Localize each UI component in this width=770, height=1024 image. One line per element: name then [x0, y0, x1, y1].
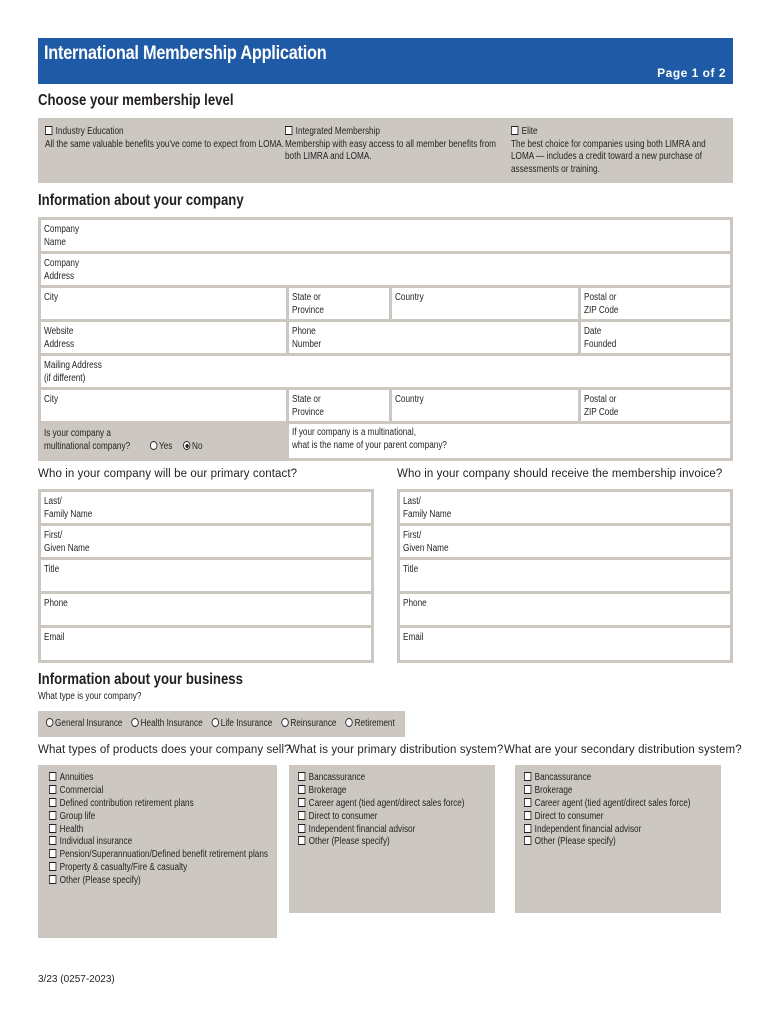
secondary-independent-advisor[interactable]: Independent financial advisor	[524, 824, 691, 837]
company-name-field[interactable]: Company Name	[41, 220, 730, 251]
product-property-casualty[interactable]: Property & casualty/Fire & casualty	[49, 862, 268, 875]
parent-company-field[interactable]: If your company is a multinational, what is the name of your parent company?	[289, 424, 730, 458]
secondary-distribution-list	[524, 772, 727, 849]
checkbox-integrated-membership[interactable]	[285, 126, 292, 135]
primary-career-agent[interactable]: Career agent (tied agent/direct sales force)	[298, 798, 465, 811]
membership-heading: Choose your membership level	[38, 92, 234, 109]
primary-bancassurance[interactable]: Bancassurance	[298, 772, 465, 785]
page-number: Page 1 of 2	[657, 66, 726, 80]
product-other[interactable]: Other (Please specify)	[49, 875, 268, 888]
phone-number-field[interactable]: Phone Number	[289, 322, 578, 353]
secondary-brokerage[interactable]: Brokerage	[524, 785, 691, 798]
primary-first-name-field[interactable]: First/ Given Name	[41, 526, 371, 557]
business-heading: Information about your business	[38, 671, 243, 688]
membership-option-elite[interactable]: Elite The best choice for companies using both LIMRA and LOMA — includes a credit toward a new purchase of assessments or training.	[511, 126, 706, 175]
primary-other[interactable]: Other (Please specify)	[298, 836, 465, 849]
form-code: 3/23 (0257-2023)	[38, 974, 115, 985]
mailing-country-field[interactable]: Country	[392, 390, 578, 421]
primary-email-field[interactable]: Email	[41, 628, 371, 660]
product-health[interactable]: Health	[49, 824, 268, 837]
primary-distribution-list	[298, 772, 501, 849]
multinational-question: Is your company a multinational company?	[44, 428, 131, 452]
secondary-direct-to-consumer[interactable]: Direct to consumer	[524, 811, 691, 824]
type-reinsurance[interactable]: Reinsurance	[281, 718, 336, 729]
type-general-insurance[interactable]: General Insurance	[46, 718, 122, 729]
product-defined-contribution[interactable]: Defined contribution retirement plans	[49, 798, 268, 811]
mailing-state-field[interactable]: State or Province	[289, 390, 389, 421]
primary-phone-field[interactable]: Phone	[41, 594, 371, 625]
company-heading: Information about your company	[38, 192, 244, 209]
primary-title-field[interactable]: Title	[41, 560, 371, 591]
invoice-title-field[interactable]: Title	[400, 560, 730, 591]
product-pension[interactable]: Pension/Superannuation/Defined benefit retirement plans	[49, 849, 268, 862]
company-type-options	[46, 718, 395, 731]
invoice-phone-field[interactable]: Phone	[400, 594, 730, 625]
primary-brokerage[interactable]: Brokerage	[298, 785, 465, 798]
form-title: International Membership Application	[44, 43, 327, 64]
secondary-distribution-question: What are your secondary distribution system?	[504, 744, 742, 756]
products-question: What types of products does your company sell?	[38, 744, 291, 756]
product-commercial[interactable]: Commercial	[49, 785, 268, 798]
products-list	[49, 772, 316, 888]
company-address-field[interactable]: Company Address	[41, 254, 730, 285]
type-retirement[interactable]: Retirement	[346, 718, 395, 729]
checkbox-elite[interactable]	[511, 126, 518, 135]
primary-distribution-question: What is your primary distribution system?	[289, 744, 504, 756]
radio-yes[interactable]	[150, 441, 157, 450]
primary-last-name-field[interactable]: Last/ Family Name	[41, 492, 371, 523]
secondary-career-agent[interactable]: Career agent (tied agent/direct sales force)	[524, 798, 691, 811]
company-type-question: What type is your company?	[38, 691, 142, 702]
date-founded-field[interactable]: Date Founded	[581, 322, 730, 353]
radio-no-selected[interactable]	[183, 441, 190, 450]
secondary-bancassurance[interactable]: Bancassurance	[524, 772, 691, 785]
product-annuities[interactable]: Annuities	[49, 772, 268, 785]
mailing-city-field[interactable]: City	[41, 390, 286, 421]
mailing-postal-field[interactable]: Postal or ZIP Code	[581, 390, 730, 421]
invoice-last-name-field[interactable]: Last/ Family Name	[400, 492, 730, 523]
primary-contact-question: Who in your company will be our primary contact?	[38, 468, 298, 480]
invoice-first-name-field[interactable]: First/ Given Name	[400, 526, 730, 557]
mailing-address-field[interactable]: Mailing Address (if different)	[41, 356, 730, 387]
postal-field[interactable]: Postal or ZIP Code	[581, 288, 730, 319]
invoice-email-field[interactable]: Email	[400, 628, 730, 660]
primary-independent-advisor[interactable]: Independent financial advisor	[298, 824, 465, 837]
type-life-insurance[interactable]: Life Insurance	[212, 718, 273, 729]
city-field[interactable]: City	[41, 288, 286, 319]
checkbox-industry-education[interactable]	[45, 126, 52, 135]
state-field[interactable]: State or Province	[289, 288, 389, 319]
product-group-life[interactable]: Group life	[49, 811, 268, 824]
membership-option-industry[interactable]: Industry Education All the same valuable benefits you've come to expect from LOMA.	[45, 126, 285, 150]
primary-direct-to-consumer[interactable]: Direct to consumer	[298, 811, 465, 824]
website-field[interactable]: Website Address	[41, 322, 286, 353]
type-health-insurance[interactable]: Health Insurance	[132, 718, 203, 729]
multinational-yes[interactable]: Yes	[150, 441, 172, 454]
product-individual-insurance[interactable]: Individual insurance	[49, 836, 268, 849]
secondary-other[interactable]: Other (Please specify)	[524, 836, 691, 849]
invoice-contact-question: Who in your company should receive the membership invoice?	[397, 468, 723, 480]
country-field[interactable]: Country	[392, 288, 578, 319]
membership-option-integrated[interactable]: Integrated Membership Membership with easy access to all member benefits from both LIMRA and LOMA.	[285, 126, 497, 163]
multinational-no[interactable]: No	[183, 441, 203, 454]
